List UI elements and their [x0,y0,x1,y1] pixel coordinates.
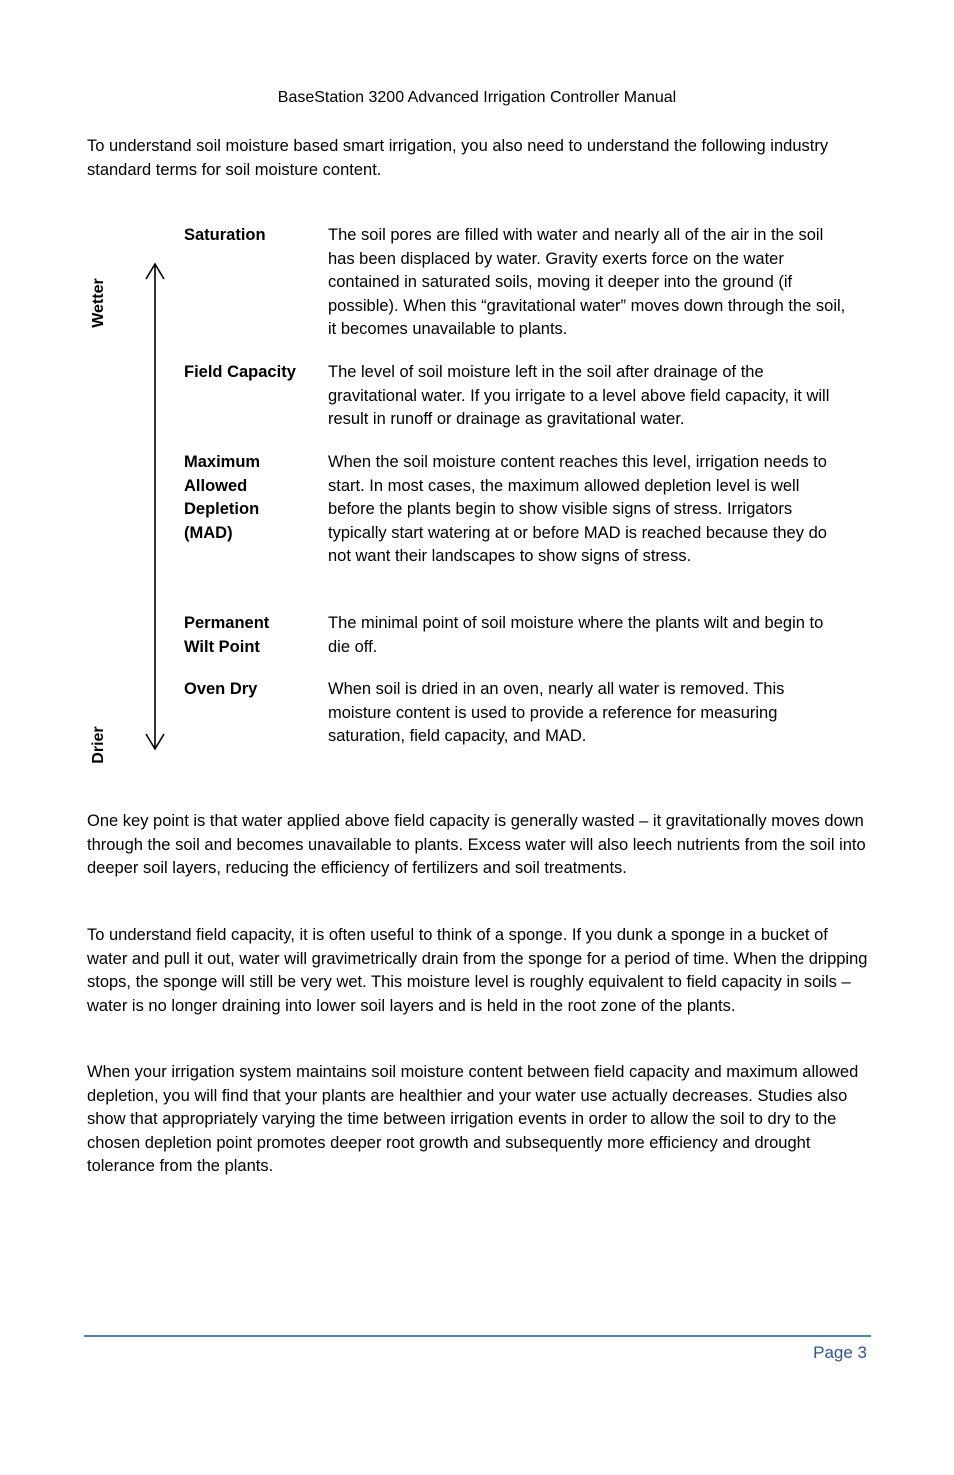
footer-rule [84,1335,871,1337]
moisture-scale-arrow [140,262,170,754]
term-label: Saturation [184,226,266,244]
document-header: BaseStation 3200 Advanced Irrigation Controller Manual [277,89,677,106]
term-label: Field Capacity [184,363,296,381]
body-paragraph: To understand field capacity, it is often useful to think of a sponge. If you dunk a sponge in a bucket of water and pull it out, water will gravimetrically drain from the sponge for a period of time. When the dripping stops, the sponge will still be very wet. This moisture level is roughly equivalent to field capacity in soils – water is no longer draining into lower soil layers and is held in the root zone of the plants. [87,926,868,1015]
intro-paragraph: To understand soil moisture based smart irrigation, you also need to understand the following industry standard terms for soil moisture content. [87,137,829,179]
term-definition: The minimal point of soil moisture where the plants wilt and begin to die off. [328,614,824,656]
term-definition: When soil is dried in an oven, nearly all water is removed. This moisture content is used to provide a reference for measuring saturation, field capacity, and MAD. [328,680,785,745]
drier-label: Drier [90,726,107,764]
term-label: Permanent Wilt Point [184,614,270,656]
term-definition: The soil pores are filled with water and nearly all of the air in the soil has been displaced by water. Gravity exerts force on the water contained in saturated soils, moving it deeper into the ground (if possible). When this “gravitational water” moves down through the soil, it becomes unavailable to plants. [328,226,846,338]
term-label: Oven Dry [184,680,258,698]
term-label: Maximum Allowed Depletion (MAD) [184,453,261,542]
term-definition: When the soil moisture content reaches this level, irrigation needs to start. In most cases, the maximum allowed depletion level is well before the plants begin to show visible signs of stress. Irrigators typically start watering at or before MAD is reached because they do not want their landscapes to show signs of stress. [328,453,827,565]
wetter-label: Wetter [90,278,107,328]
page-number: Page 3 [813,1343,867,1362]
term-definition: The level of soil moisture left in the soil after drainage of the gravitational water. If you irrigate to a level above field capacity, it will result in runoff or drainage as gravitational water. [328,363,830,428]
body-paragraph: One key point is that water applied above field capacity is generally wasted – it gravitationally moves down through the soil and becomes unavailable to plants. Excess water will also leech nutrients from the soil into deeper soil layers, reducing the efficiency of fertilizers and soil treatments. [87,812,866,877]
body-paragraph: When your irrigation system maintains soil moisture content between field capacity and maximum allowed depletion, you will find that your plants are healthier and your water use actually decreases. Studies also show that appropriately varying the time between irrigation events in order to allow the soil to dry to the chosen depletion point promotes deeper root growth and subsequently more efficiency and drought tolerance from the plants. [87,1063,859,1175]
